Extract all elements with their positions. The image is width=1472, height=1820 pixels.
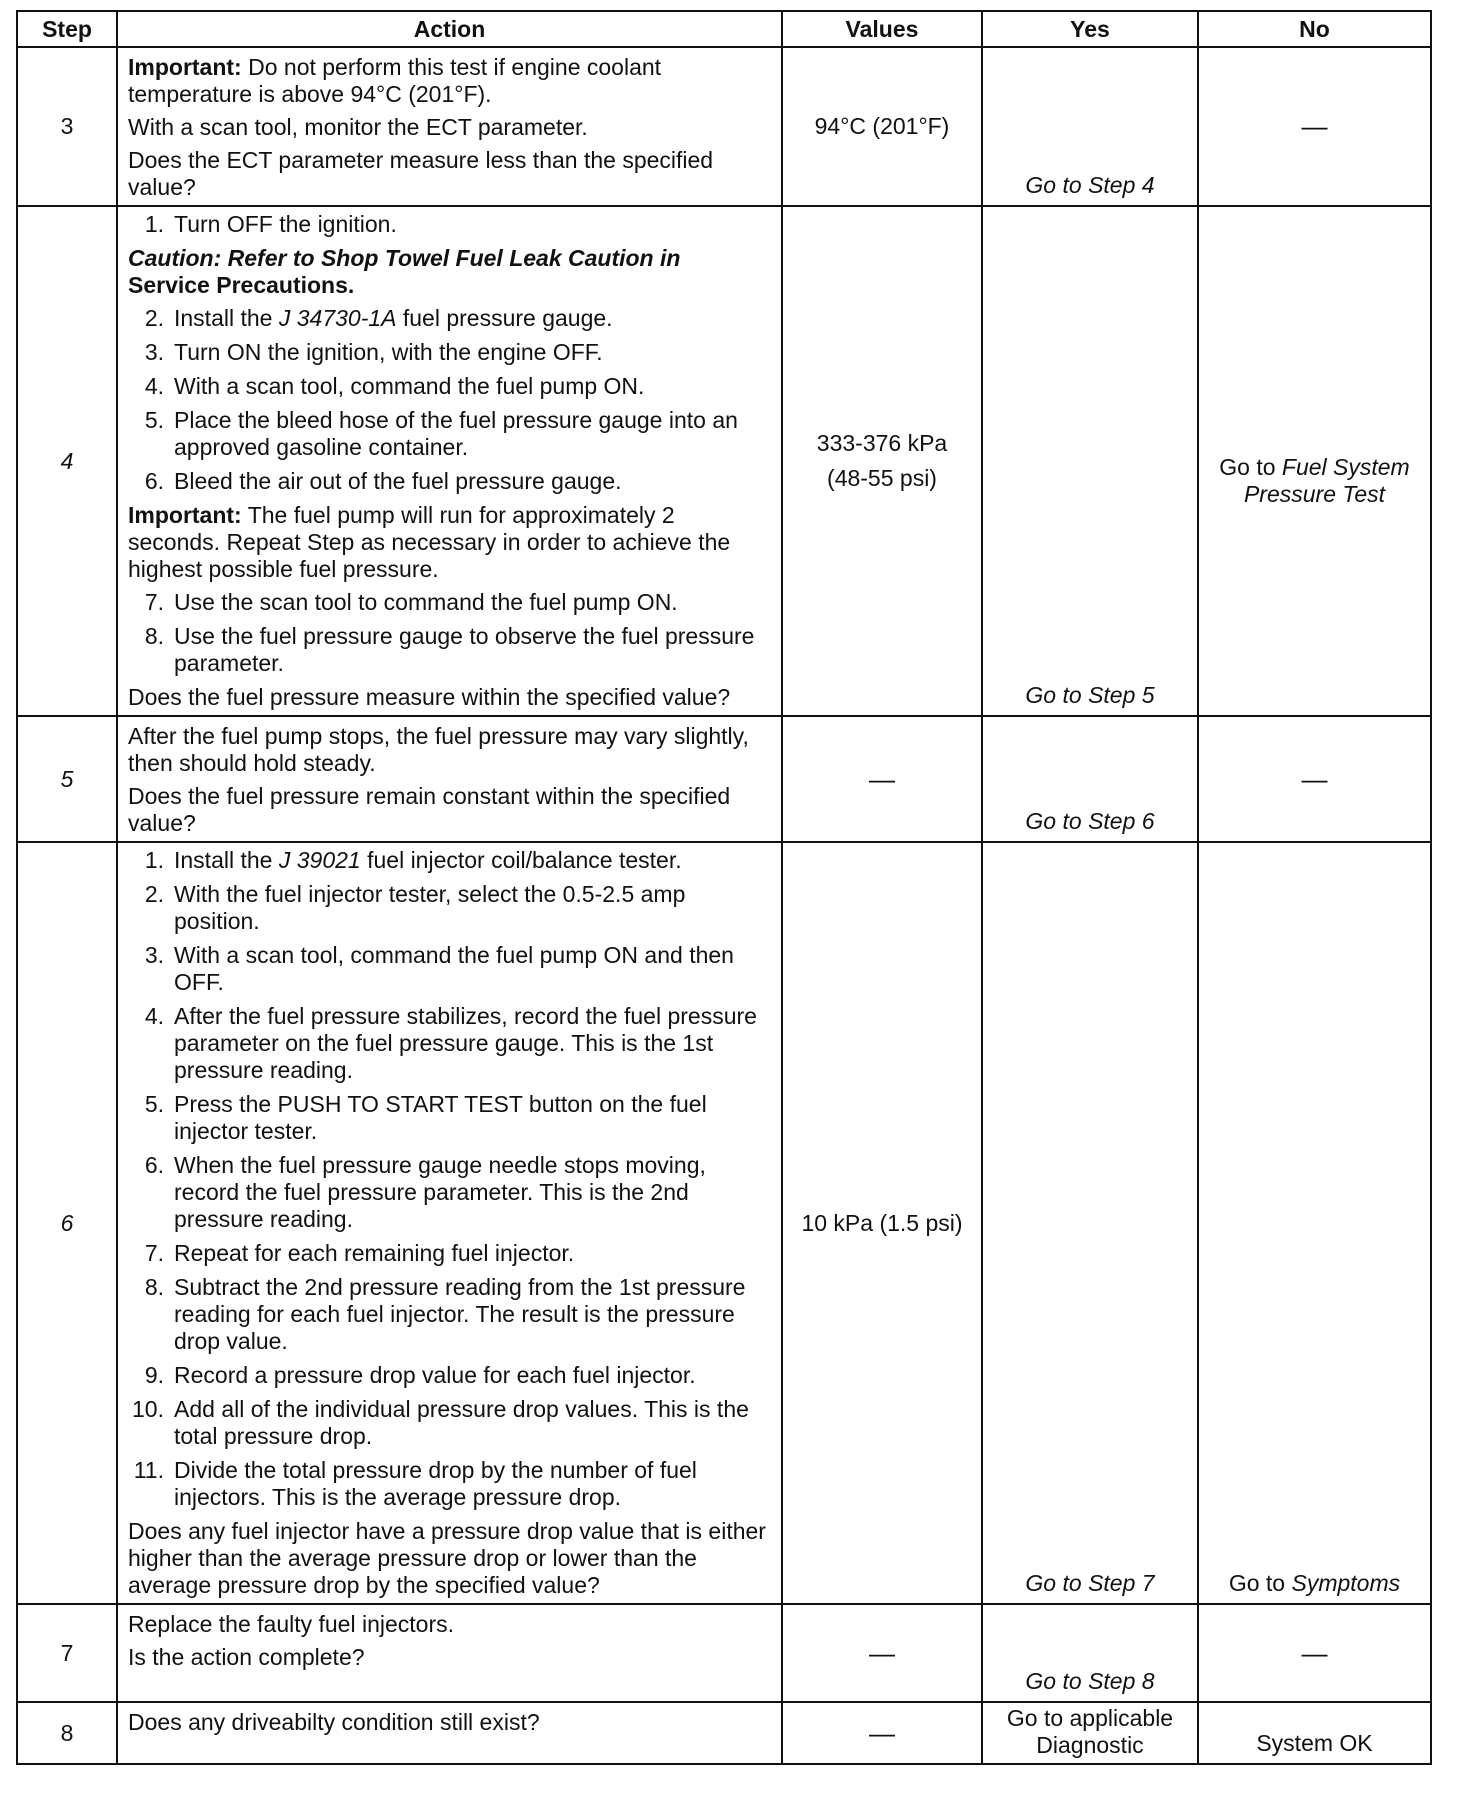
- list-item: 1. Install the J 39021 fuel injector coil/balance tester.: [144, 847, 682, 873]
- important-text: Do not perform this test if engine coolant temperature is above 94°C (201°F).: [128, 54, 662, 107]
- values-cell: —: [782, 1702, 982, 1764]
- header-values: Values: [782, 11, 982, 47]
- table-row-step-5: [17, 716, 1431, 842]
- action-question: Does the fuel pressure measure within the specified value?: [128, 684, 731, 710]
- step-number: 4: [17, 206, 117, 716]
- action-list: [128, 847, 773, 1511]
- list-item: 8. Subtract the 2nd pressure reading from the 1st pressure reading for each fuel injector. The result is the pressure drop value.: [144, 1274, 746, 1354]
- list-item: 3. With a scan tool, command the fuel pump ON and then OFF.: [144, 942, 734, 995]
- list-item: 4. After the fuel pressure stabilizes, record the fuel pressure parameter on the fuel pressure gauge. This is the 1st pressure reading.: [144, 1003, 757, 1083]
- yes-cell: Go to Step 8: [982, 1604, 1198, 1702]
- header-no: No: [1198, 11, 1431, 47]
- values-cell: 94°C (201°F): [782, 47, 982, 206]
- important-label: Important:: [128, 54, 242, 80]
- header-row: [17, 11, 1431, 47]
- step-number: 7: [17, 1604, 117, 1702]
- action-cell: [117, 206, 782, 716]
- diagnostic-table-page: [16, 10, 1430, 1765]
- header-action: Action: [117, 11, 782, 47]
- list-item: 7. Use the scan tool to command the fuel pump ON.: [144, 589, 678, 615]
- list-item: 6. Bleed the air out of the fuel pressure gauge.: [144, 468, 622, 494]
- table-row-step-8: [17, 1702, 1431, 1764]
- list-item: 8. Use the fuel pressure gauge to observe the fuel pressure parameter.: [144, 623, 755, 676]
- action-cell: [117, 716, 782, 842]
- action-cell: [117, 47, 782, 206]
- values-kpa: 333-376 kPa: [816, 430, 948, 456]
- tool-number: J 34730-1A: [278, 305, 397, 331]
- table-row-step-7: [17, 1604, 1431, 1702]
- list-item: 2. With the fuel injector tester, select the 0.5-2.5 amp position.: [144, 881, 686, 934]
- header-yes: Yes: [982, 11, 1198, 47]
- no-cell: —: [1198, 47, 1431, 206]
- header-step: Step: [17, 11, 117, 47]
- list-item: 2. Install the J 34730-1A fuel pressure gauge.: [144, 305, 613, 331]
- no-cell: —: [1198, 1604, 1431, 1702]
- step-number: 3: [17, 47, 117, 206]
- values-cell: 10 kPa (1.5 psi): [782, 842, 982, 1604]
- caution-text-2: Service Precautions.: [128, 272, 355, 298]
- action-question: Is the action complete?: [128, 1644, 365, 1670]
- diagnostic-table: [16, 10, 1432, 1765]
- list-item: 3. Turn ON the ignition, with the engine OFF.: [144, 339, 603, 365]
- table-row-step-6: [17, 842, 1431, 1604]
- list-item: 7. Repeat for each remaining fuel injector.: [144, 1240, 575, 1266]
- action-text: After the fuel pump stops, the fuel pressure may vary slightly, then should hold steady.: [128, 723, 749, 776]
- action-question: Does the ECT parameter measure less than the specified value?: [128, 147, 714, 200]
- action-cell: [117, 1702, 782, 1764]
- list-item: 4. With a scan tool, command the fuel pump ON.: [144, 373, 645, 399]
- action-cell: [117, 842, 782, 1604]
- list-item: 5. Press the PUSH TO START TEST button on the fuel injector tester.: [144, 1091, 707, 1144]
- action-cell: [117, 1604, 782, 1702]
- yes-cell: Go to Step 5: [982, 206, 1198, 716]
- no-cell: System OK: [1198, 1702, 1431, 1764]
- important-text: The fuel pump will run for approximately 2 seconds. Repeat Step as necessary in order to achieve the highest possible fuel pressure.: [128, 502, 731, 582]
- no-cell: Go to Symptoms: [1198, 842, 1431, 1604]
- yes-cell: Go to Step 7: [982, 842, 1198, 1604]
- action-list: [128, 305, 773, 495]
- list-item: 10. Add all of the individual pressure drop values. This is the total pressure drop.: [132, 1396, 749, 1449]
- values-psi: (48-55 psi): [827, 465, 937, 491]
- list-item: 5. Place the bleed hose of the fuel pressure gauge into an approved gasoline container.: [144, 407, 738, 460]
- action-text: Replace the faulty fuel injectors.: [128, 1611, 455, 1637]
- values-cell: [782, 206, 982, 716]
- list-item: 9. Record a pressure drop value for each fuel injector.: [144, 1362, 696, 1388]
- table-row-step-3: [17, 47, 1431, 206]
- list-item: 6. When the fuel pressure gauge needle stops moving, record the fuel pressure parameter. This is the 2nd pressure reading.: [144, 1152, 706, 1232]
- yes-cell: Go to Step 4: [982, 47, 1198, 206]
- step-number: 8: [17, 1702, 117, 1764]
- action-list: [128, 211, 773, 238]
- list-item: 1. Turn OFF the ignition.: [144, 211, 397, 237]
- important-label: Important:: [128, 502, 242, 528]
- list-item: 11. Divide the total pressure drop by the number of fuel injectors. This is the average pressure drop.: [133, 1457, 697, 1510]
- step-number: 6: [17, 842, 117, 1604]
- link-fuel-system-pressure-test[interactable]: Fuel System Pressure Test: [1243, 454, 1410, 507]
- yes-cell: Go to applicable Diagnostic: [982, 1702, 1198, 1764]
- caution-text: Caution: Refer to Shop Towel Fuel Leak Caution in: [128, 245, 681, 271]
- action-question: Does any fuel injector have a pressure drop value that is either higher than the average pressure drop or lower than the average pressure drop by the specified value?: [128, 1518, 766, 1598]
- values-cell: —: [782, 716, 982, 842]
- tool-number: J 39021: [278, 847, 361, 873]
- no-cell: Go to Fuel System Pressure Test: [1198, 206, 1431, 716]
- action-question: Does the fuel pressure remain constant within the specified value?: [128, 783, 731, 836]
- action-question: Does any driveabilty condition still exist?: [128, 1709, 540, 1735]
- table-row-step-4: [17, 206, 1431, 716]
- action-text: With a scan tool, monitor the ECT parameter.: [128, 114, 588, 140]
- yes-cell: Go to Step 6: [982, 716, 1198, 842]
- no-cell: —: [1198, 716, 1431, 842]
- link-symptoms[interactable]: Symptoms: [1291, 1570, 1401, 1596]
- values-cell: —: [782, 1604, 982, 1702]
- action-list: [128, 589, 773, 677]
- step-number: 5: [17, 716, 117, 842]
